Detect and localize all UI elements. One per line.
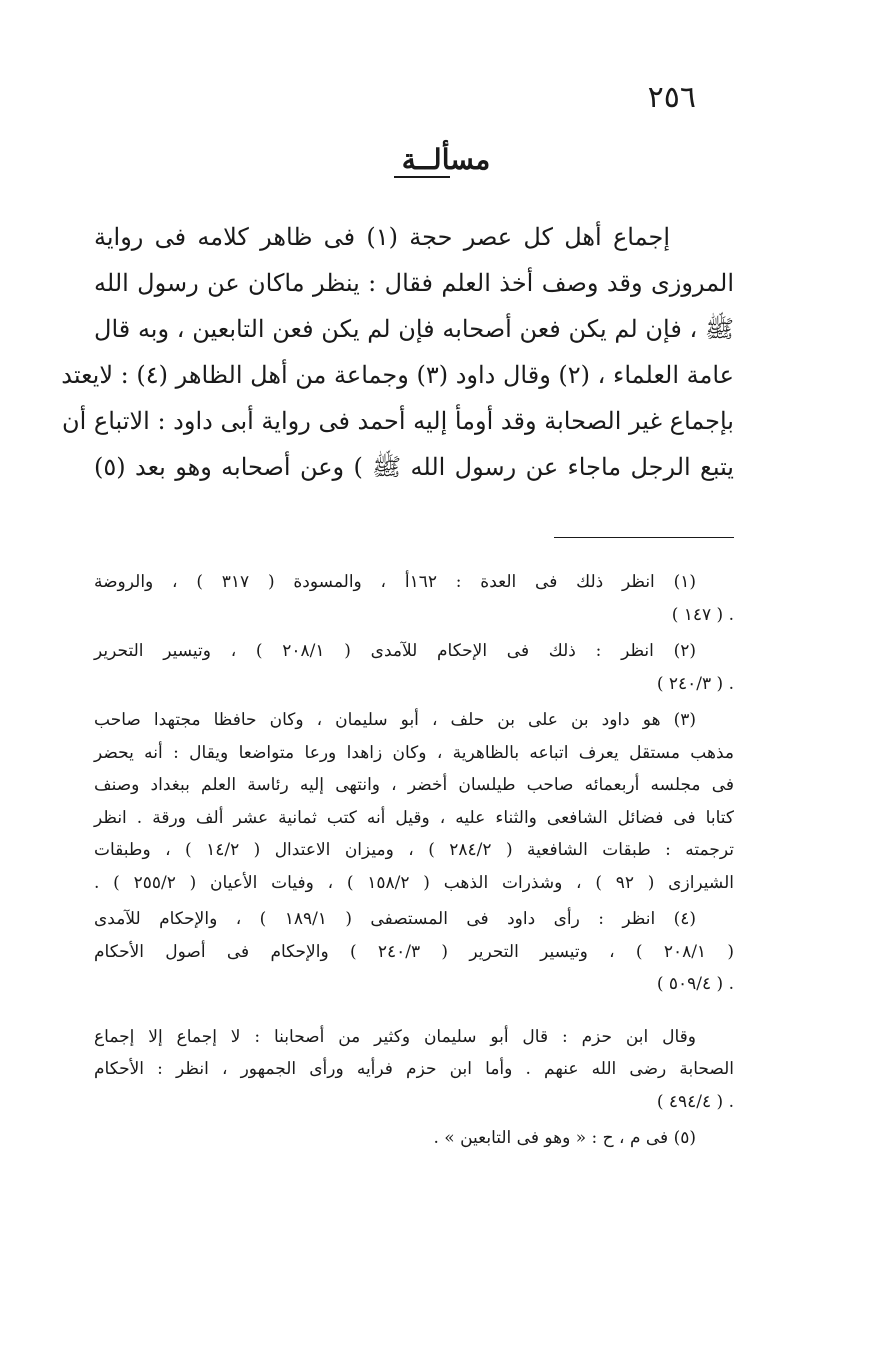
main-text-line: بإجماع غير الصحابة وقد أومأ إليه أحمد فى رواية أبى داود : الاتباع أن: [62, 407, 734, 435]
main-text-line: عامة العلماء ، (٢) وقال داود (٣) وجماعة من أهل الظاهر (٤) : لايعتد: [61, 361, 734, 389]
footnote-gap: [94, 1005, 734, 1021]
footnote-line: . ( ٥٠٩/٤ ): [656, 974, 734, 994]
footnote-line: (١) انظر ذلك فى العدة : ١٦٢أ ، والمسودة ( ٣١٧ ) ، والروضة: [94, 572, 696, 592]
footnote-4: [94, 903, 734, 1001]
footnote-line: (٣) هو داود بن على بن حلف ، أبو سليمان ، وكان حافظا مجتهدا صاحب: [94, 710, 696, 730]
footnote-4-continuation: [94, 1021, 734, 1119]
footnote-separator: [554, 537, 734, 538]
footnote-line: الشيرازى ( ٩٢ ) ، وشذرات الذهب ( ١٥٨/٢ ) ، وفيات الأعيان ( ٢٥٥/٢ ) .: [94, 872, 734, 893]
footnote-line: (٢) انظر : ذلك فى الإحكام للآمدى ( ٢٠٨/١ ) ، وتيسير التحرير: [94, 641, 696, 661]
footnotes: [94, 566, 734, 1159]
footnote-2: [94, 635, 734, 700]
heading-underline: [394, 176, 450, 178]
footnote-3: [94, 704, 734, 899]
footnote-line: وقال ابن حزم : قال أبو سليمان وكثير من أصحابنا : لا إجماع إلا إجماع: [94, 1026, 696, 1047]
footnote-1: [94, 566, 734, 631]
footnote-line: ( ٢٠٨/١ ) ، وتيسير التحرير ( ٢٤٠/٣ ) والإحكام فى أصول الأحكام: [94, 941, 734, 962]
footnote-line: ترجمته : طبقات الشافعية ( ٢٨٤/٢ ) ، وميزان الاعتدال ( ١٤/٢ ) ، وطبقات: [94, 840, 734, 860]
footnote-line: (٤) انظر : رأى داود فى المستصفى ( ١٨٩/١ ) ، والإحكام للآمدى: [94, 909, 696, 929]
footnote-line: . ( ٢٤٠/٣ ): [656, 673, 734, 694]
footnote-line: . ( ٤٩٤/٤ ): [656, 1091, 734, 1112]
footnote-line: . ( ١٤٧ ): [671, 604, 734, 625]
page-number: ٢٥٦: [647, 80, 696, 115]
footnote-line: فى مجلسه أربعمائه صاحب طيلسان أخضر ، وانتهى إليه رئاسة العلم ببغداد وصنف: [94, 775, 734, 795]
main-text-line: المروزى وقد وصف أخذ العلم فقال : ينظر ماكان عن رسول الله: [94, 269, 734, 297]
main-text-line: ﷺ ، فإن لم يكن فعن أصحابه فإن لم يكن فعن التابعين ، وبه قال: [94, 315, 734, 343]
footnote-line: (٥) فى م ، ح : « وهو فى التابعين » .: [433, 1128, 696, 1148]
main-text: [61, 214, 734, 490]
footnote-line: كتابا فى فضائل الشافعى والثناء عليه ، وقيل أنه كتب ثمانية عشر ألف ورقة . انظر: [94, 807, 734, 828]
footnote-5: [94, 1122, 734, 1155]
main-text-line: إجماع أهل كل عصر حجة (١) فى ظاهر كلامه فى رواية: [94, 223, 670, 251]
footnote-line: مذهب مستقل يعرف اتباعه بالظاهرية ، وكان زاهدا ورعا متواضعا ويقال : أنه يحضر: [94, 742, 734, 763]
main-text-line: يتبع الرجل ماجاء عن رسول الله ﷺ ) وعن أصحابه وهو بعد (٥): [94, 453, 734, 481]
section-heading: مسألــة: [401, 143, 491, 176]
footnote-line: الصحابة رضى الله عنهم . وأما ابن حزم فرأيه ورأى الجمهور ، انظر : الأحكام: [94, 1059, 734, 1079]
